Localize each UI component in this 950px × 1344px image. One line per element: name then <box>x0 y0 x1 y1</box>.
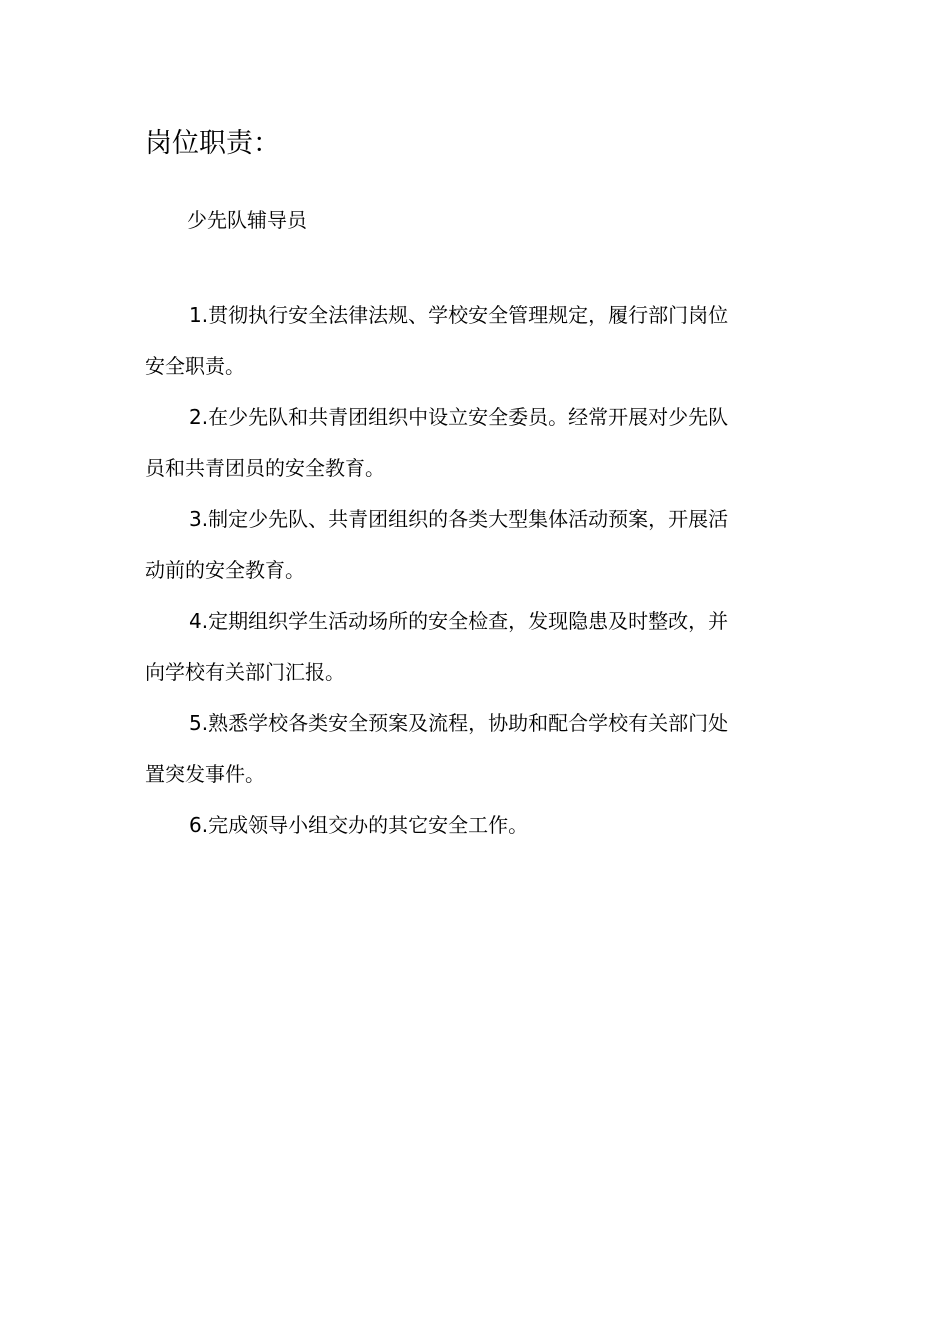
duty-item-4 <box>145 596 810 698</box>
duty-text-line: 5.熟悉学校各类安全预案及流程，协助和配合学校有关部门处 <box>189 711 729 735</box>
duty-item-1 <box>145 290 810 392</box>
duty-text-line: 安全职责。 <box>145 354 245 378</box>
duty-item-6 <box>145 800 810 851</box>
duty-text-line: 向学校有关部门汇报。 <box>145 660 345 684</box>
duty-text-line: 2.在少先队和共青团组织中设立安全委员。经常开展对少先队 <box>189 405 729 429</box>
document-title: 岗位职责： <box>145 128 280 159</box>
duty-text-line: 3.制定少先队、共青团组织的各类大型集体活动预案，开展活 <box>189 507 729 531</box>
duty-item-3 <box>145 494 810 596</box>
duty-item-5 <box>145 698 810 800</box>
role-heading: 少先队辅导员 <box>187 208 307 232</box>
duty-text-line: 6.完成领导小组交办的其它安全工作。 <box>189 813 529 837</box>
duty-item-2 <box>145 392 810 494</box>
duty-text-line: 置突发事件。 <box>145 762 265 786</box>
duty-text-line: 动前的安全教育。 <box>145 558 305 582</box>
duty-text-line: 1.贯彻执行安全法律法规、学校安全管理规定，履行部门岗位 <box>189 303 729 327</box>
duty-text-line: 员和共青团员的安全教育。 <box>145 456 385 480</box>
duty-list <box>145 290 810 851</box>
duty-text-line: 4.定期组织学生活动场所的安全检查，发现隐患及时整改，并 <box>189 609 729 633</box>
